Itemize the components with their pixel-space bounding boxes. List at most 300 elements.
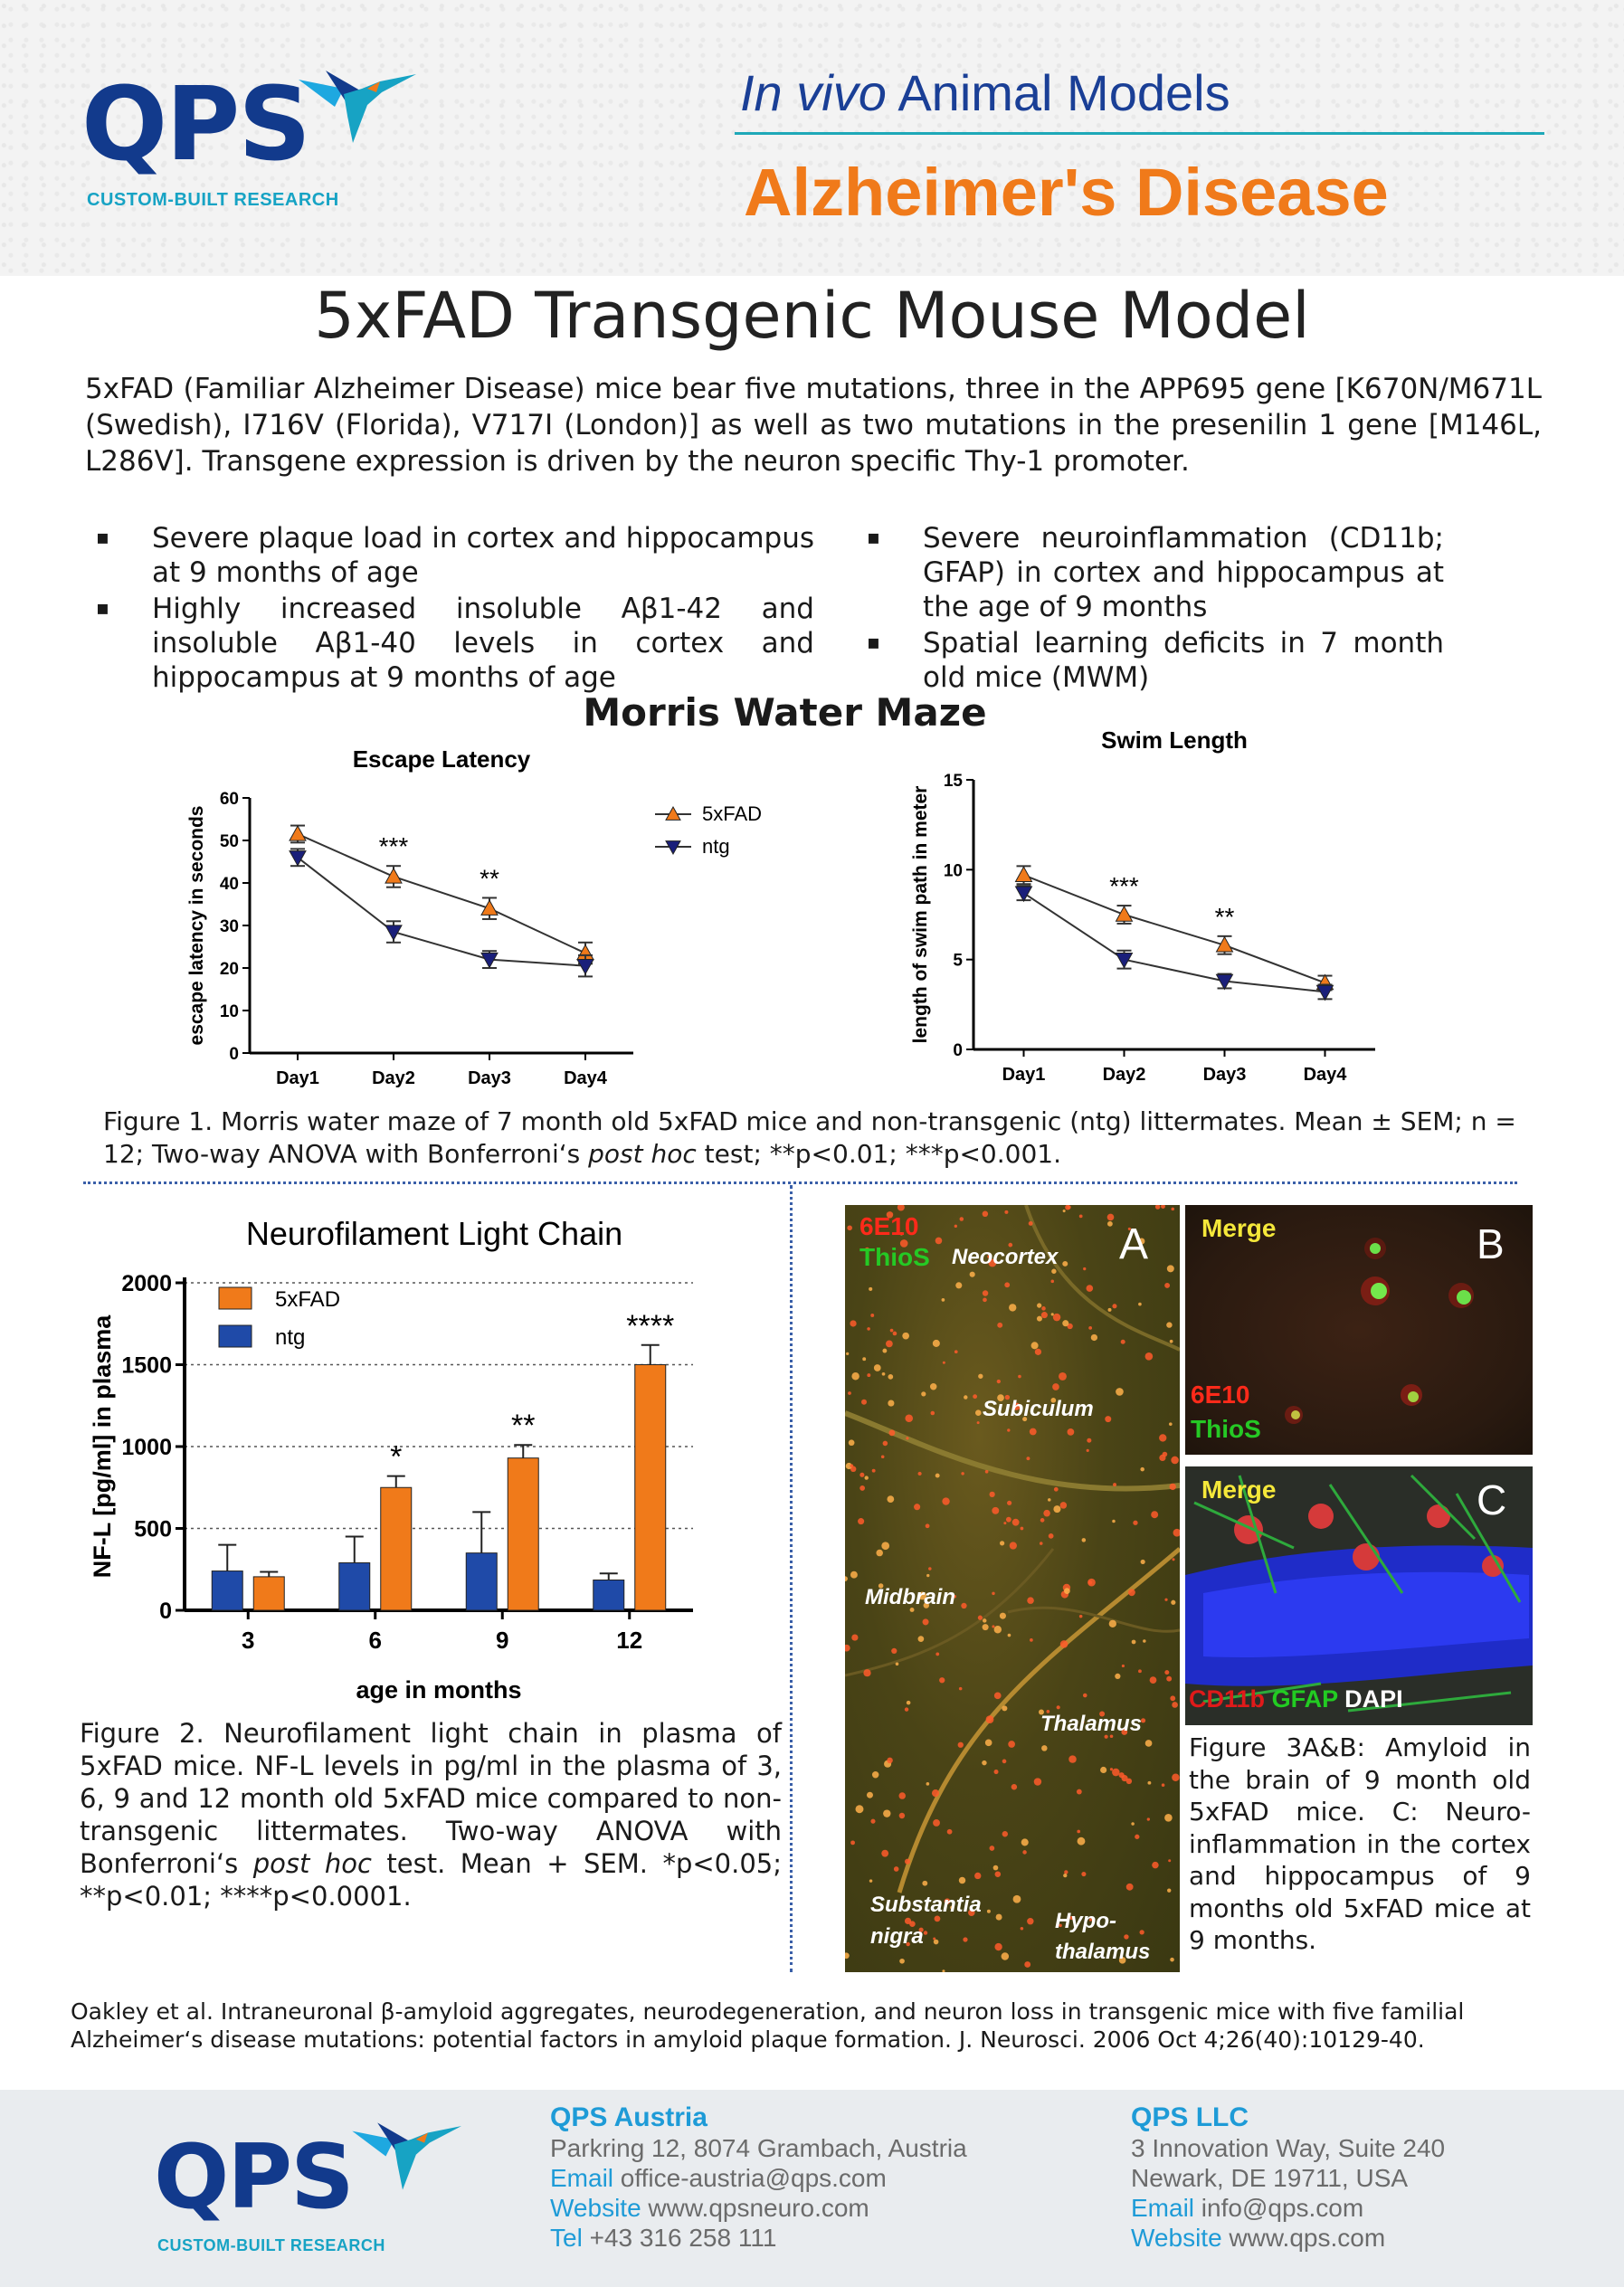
- neurofilament-chart: [78, 1203, 729, 1710]
- plaque-dot: [1164, 1814, 1173, 1822]
- plaque-dot: [931, 1411, 935, 1416]
- plaque-dot: [932, 1789, 939, 1797]
- plaque-dot: [899, 1959, 905, 1964]
- data-point-5xFAD: [385, 868, 402, 883]
- y-tick-label: 0: [229, 1045, 239, 1064]
- plaque-dot: [930, 1383, 936, 1390]
- figure2-caption: [80, 1717, 782, 1912]
- austria-tel-link[interactable]: +43 316 258 111: [589, 2224, 777, 2252]
- bar-ntg: [212, 1571, 242, 1610]
- plaque-dot: [1109, 1620, 1116, 1627]
- plaque-dot: [1082, 1538, 1087, 1542]
- plaque-dot: [867, 1327, 870, 1331]
- plaque-dot: [1112, 1769, 1120, 1777]
- plaque-dot: [933, 1819, 940, 1827]
- plaque-dot: [973, 1394, 977, 1399]
- plaque-dot: [1126, 1884, 1134, 1891]
- x-tick-label: Day2: [1102, 1065, 1146, 1085]
- plaque-dot: [1000, 1541, 1004, 1545]
- data-point-5xFAD: [481, 900, 498, 915]
- legend-swatch: [219, 1287, 252, 1309]
- y-tick-label: 10: [943, 861, 963, 881]
- plaque-dot: [881, 1455, 885, 1458]
- stain-label-dapi: DAPI: [1344, 1685, 1403, 1713]
- plaque-dot: [959, 1687, 963, 1691]
- plaque-dot: [1155, 1205, 1161, 1210]
- plaque-dot: [1167, 1888, 1171, 1892]
- plaque-dot: [1013, 1895, 1021, 1903]
- plaque-dot: [994, 1943, 1002, 1950]
- significance-label: ***: [1109, 872, 1139, 901]
- plaque-dot: [893, 1332, 897, 1336]
- plaque-dot: [1110, 1768, 1113, 1770]
- region-thalamus-2: thalamus: [1055, 1940, 1151, 1964]
- column-divider: [790, 1185, 793, 1972]
- significance-label: **: [1214, 902, 1235, 931]
- plaque-dot: [1164, 1670, 1169, 1675]
- panel-letter-a: A: [1119, 1220, 1149, 1268]
- data-point-ntg: [290, 851, 306, 866]
- plaque-dot: [883, 1809, 890, 1817]
- plaque-dot: [869, 1879, 872, 1882]
- header-divider: [735, 132, 1544, 135]
- footer-austria: [550, 2102, 1057, 2253]
- plaque-dot: [1121, 1775, 1127, 1781]
- stain-label-6e10: 6E10: [1191, 1381, 1250, 1409]
- plaque-dot: [1147, 1817, 1150, 1820]
- data-point-ntg: [1317, 985, 1334, 1000]
- plaque-dot: [1027, 1597, 1034, 1604]
- x-tick-label: 12: [616, 1627, 643, 1654]
- plaque-dot: [1062, 1320, 1068, 1326]
- plaque-dot: [1164, 1283, 1170, 1288]
- plaque-dot: [954, 1350, 958, 1353]
- bar-5xFAD: [635, 1365, 666, 1611]
- plaque-dot: [960, 1217, 964, 1221]
- plaque-dot: [1064, 1588, 1070, 1594]
- plaque-dot: [985, 1470, 989, 1474]
- plaque-dot: [865, 1476, 869, 1479]
- plaque-dot: [1068, 1755, 1076, 1762]
- y-axis-label: length of swim path in meter: [910, 785, 931, 1044]
- plaque-dot: [1008, 1741, 1015, 1748]
- plaque-dot: [1131, 1822, 1135, 1826]
- plaque-dot: [1024, 1961, 1030, 1968]
- website-label: Website: [1131, 2224, 1222, 2252]
- plaque-dot: [845, 1952, 850, 1959]
- plaque-dot: [1166, 1676, 1172, 1682]
- x-tick-label: Day1: [1002, 1065, 1046, 1085]
- plaque-dot: [1138, 1669, 1142, 1673]
- plaque-dot: [1171, 1208, 1174, 1211]
- series-line-5xFAD: [298, 834, 585, 954]
- plaque-dot: [1105, 1416, 1111, 1422]
- series-line-ntg: [1024, 893, 1325, 992]
- plaque-dot: [1083, 1694, 1087, 1698]
- llc-address-2: Newark, DE 19711, USA: [1131, 2164, 1409, 2192]
- plaque-dot: [1079, 1615, 1083, 1618]
- plaque-dot: [1051, 1313, 1054, 1315]
- austria-email-link[interactable]: office-austria@qps.com: [620, 2164, 887, 2192]
- stain-label-thios: ThioS: [859, 1243, 930, 1271]
- plaque-dot: [872, 1469, 876, 1473]
- llc-address-1: 3 Innovation Way, Suite 240: [1131, 2134, 1446, 2162]
- austria-website-row: [550, 2193, 1057, 2223]
- plaque-dot: [918, 1472, 922, 1476]
- plaque-dot: [924, 1931, 927, 1934]
- plaque-dot: [1002, 1831, 1008, 1836]
- plaque-dot: [961, 1603, 966, 1608]
- bar-ntg: [339, 1563, 370, 1610]
- y-tick-label: 1000: [121, 1435, 172, 1460]
- legend-label: ntg: [702, 835, 730, 858]
- plaque-dot: [1050, 1280, 1054, 1284]
- plaque-dot: [850, 1464, 853, 1467]
- panel-b-image: [1185, 1205, 1533, 1455]
- x-tick-label: 3: [242, 1627, 255, 1654]
- plaque-dot: [1030, 1638, 1033, 1642]
- bullets-left: [85, 521, 814, 697]
- plaque-dot: [992, 1625, 994, 1627]
- y-tick-label: 500: [134, 1516, 172, 1542]
- plaque-dot: [983, 1298, 987, 1303]
- plaque-dot: [902, 1333, 909, 1340]
- plaque-dot: [1145, 1352, 1154, 1361]
- figure1-caption: [103, 1106, 1533, 1171]
- plaque-dot: [1170, 1484, 1176, 1490]
- plaque-dot: [1128, 1589, 1135, 1596]
- plaque-dot: [872, 1771, 878, 1778]
- plaque-dot: [894, 1866, 899, 1872]
- plaque-dot: [1012, 1519, 1020, 1526]
- austria-heading: QPS Austria: [550, 2102, 708, 2132]
- plaque-dot: [1143, 1639, 1146, 1643]
- bullet-item: ▪ Severe plaque load in cortex and hippocampus at 9 months of age: [85, 521, 814, 590]
- plaque-dot: [867, 1792, 873, 1798]
- plaque-dot: [958, 1742, 964, 1748]
- plaque-dot: [1018, 1375, 1021, 1379]
- plaque-dot: [1122, 1665, 1125, 1667]
- plaque-dot: [1100, 1767, 1106, 1773]
- plaque-dot: [1087, 1449, 1089, 1452]
- plaque-dot: [874, 1364, 881, 1371]
- plaque-dot: [1132, 1640, 1136, 1645]
- plaque-dot: [1140, 1467, 1144, 1471]
- caption-text: test; **p<0.01; ***p<0.001.: [696, 1139, 1061, 1169]
- plaque-dot: [906, 1437, 908, 1439]
- page-title: 5xFAD Transgenic Mouse Model: [314, 279, 1310, 353]
- plaque-dot: [1083, 1267, 1086, 1270]
- plaque-dot: [1057, 1705, 1060, 1709]
- significance-label: *: [390, 1439, 403, 1475]
- panel-letter-c: C: [1477, 1476, 1507, 1523]
- hummingbird-icon: [344, 2113, 461, 2199]
- plaque-dot: [992, 1592, 994, 1595]
- plaque-dot: [850, 1571, 858, 1579]
- plaque-dot: [1063, 1210, 1066, 1212]
- plaque-dot: [1079, 1215, 1083, 1219]
- plaque-dot: [888, 1429, 895, 1436]
- plaque-dot: [939, 1677, 945, 1683]
- llc-website-row: [1131, 2223, 1565, 2253]
- panel-letter-b: B: [1477, 1220, 1505, 1267]
- plaque-dot: [1112, 1520, 1116, 1523]
- plaque-dot: [1052, 1383, 1059, 1390]
- plaque-dot: [1002, 1952, 1009, 1960]
- plaque-dot: [859, 1473, 864, 1477]
- plaque-dot: [845, 1645, 850, 1652]
- series-line-ntg: [298, 858, 585, 966]
- merge-label: Merge: [1201, 1476, 1277, 1504]
- plaque-dot: [1002, 1705, 1007, 1711]
- legend-label: 5xFAD: [275, 1287, 341, 1312]
- plaque-dot: [942, 1497, 949, 1504]
- legend-swatch: [219, 1325, 252, 1347]
- caption-text: test. Mean + SEM. *p<0.05; **p<0.01; ****p<0.0001.: [80, 1848, 782, 1912]
- caption-italic: post hoc: [252, 1848, 372, 1879]
- y-tick-label: 0: [953, 1041, 963, 1060]
- plaque-dot: [978, 1374, 983, 1379]
- x-tick-label: Day3: [468, 1068, 511, 1088]
- plaque-dot: [1021, 1838, 1029, 1846]
- plaque-dot: [1041, 1745, 1048, 1751]
- plaque-dot: [1171, 1457, 1179, 1465]
- intro-paragraph: 5xFAD (Familiar Alzheimer Disease) mice bear five mutations, three in the APP695 gene [K670N/M671L (Swedish), I716V (Florida), V717I (London)] as well as two mutations in the presenilin 1 gene [M146L, L286V]. Transgene expression is driven by the neuron specific Thy-1 promoter.: [85, 373, 1542, 478]
- plaque-dot: [867, 1373, 870, 1377]
- bar-5xFAD: [508, 1458, 538, 1610]
- plaque-dot: [899, 1813, 905, 1818]
- plaque-dot: [1002, 1760, 1007, 1764]
- x-tick-label: Day3: [1202, 1065, 1247, 1085]
- plaque-dot: [1173, 1529, 1180, 1537]
- plaque-dot: [1172, 1774, 1179, 1781]
- plaque-dot: [1053, 1505, 1060, 1513]
- plaque-dot: [1006, 1517, 1011, 1523]
- x-tick-label: 6: [368, 1627, 382, 1654]
- plaque-dot: [1115, 1674, 1120, 1679]
- plaque-dot: [1133, 1521, 1137, 1525]
- stain-label-gfap: GFAP: [1271, 1685, 1338, 1713]
- plaque-dot: [886, 1341, 893, 1348]
- plaque-dot: [849, 1439, 855, 1446]
- plaque-dot: [1086, 1285, 1093, 1292]
- y-tick-label: 30: [219, 917, 239, 936]
- plaque-dot: [1035, 1349, 1041, 1355]
- plaque-dot: [845, 1576, 848, 1581]
- plaque-dot: [974, 1873, 981, 1879]
- subtitle-rest: Animal Models: [886, 64, 1230, 121]
- y-tick-label: 0: [159, 1599, 172, 1624]
- plaque-dot: [881, 1850, 888, 1857]
- plaque-dot: [870, 1314, 874, 1317]
- austria-website-link[interactable]: www.qpsneuro.com: [648, 2194, 869, 2222]
- plaque-dot: [882, 1349, 887, 1353]
- plaque-dot: [1054, 1487, 1059, 1492]
- plaque-dot: [1049, 1533, 1054, 1539]
- plaque-dot: [1168, 1859, 1171, 1862]
- plaque-dot: [997, 1380, 1001, 1383]
- caption-text: Figure 1. Morris water maze of 7 month old 5xFAD mice and non-transgenic (ntg) littermates. Mean ± SEM; n = 12; Two-way ANOVA with Bonferroni‘s: [103, 1106, 1516, 1169]
- region-neocortex: Neocortex: [952, 1245, 1059, 1269]
- plaque-dot: [1041, 1306, 1046, 1311]
- plaque-dot: [955, 1282, 962, 1288]
- plaque-dot: [891, 1648, 897, 1654]
- plaque-dot: [975, 1409, 982, 1416]
- plaque-dot: [1037, 1303, 1041, 1307]
- plaque-dot: [1021, 1527, 1024, 1531]
- significance-label: ****: [626, 1308, 675, 1343]
- footer-logo[interactable]: [154, 2113, 461, 2258]
- plaque-dot: [990, 1846, 995, 1851]
- plaque-dot: [970, 1272, 975, 1277]
- plaque-dot: [1107, 1214, 1115, 1221]
- header-subtitle: [740, 63, 1230, 122]
- plaque-dot: [1161, 1205, 1165, 1209]
- plaque-dot: [876, 1550, 883, 1557]
- footer-llc: [1131, 2102, 1565, 2253]
- plaque-dot: [848, 1391, 851, 1395]
- plaque-dot: [905, 1414, 913, 1422]
- plaque-dot: [1164, 1599, 1167, 1601]
- bar-ntg: [466, 1553, 497, 1610]
- plaque-dot: [990, 1492, 995, 1497]
- plaque-dot: [1060, 1502, 1068, 1509]
- region-hypo: Hypo-: [1055, 1909, 1116, 1933]
- bullet-item: ▪ Highly increased insoluble Aβ1-42 and insoluble Aβ1-40 levels in cortex and hippocampus at 9 months of age: [85, 592, 814, 695]
- plaque-dot: [1171, 1600, 1175, 1605]
- plaque-dot: [1107, 1221, 1113, 1227]
- region-midbrain: Midbrain: [865, 1585, 955, 1609]
- plaque-dot: [1031, 1342, 1039, 1349]
- qps-logo[interactable]: [81, 56, 425, 219]
- plaque-dot: [983, 1618, 986, 1622]
- reference: Oakley et al. Intraneuronal β-amyloid aggregates, neurodegeneration, and neuron loss in transgenic mice with five familial Alzheimer‘s disease mutations: potential factors in amyloid plaque formation. J. Neurosci. 2006 Oct 4;26(40):10129-40.: [71, 1998, 1465, 2053]
- plaque-dot: [983, 1290, 988, 1295]
- plaque-dot: [1043, 1510, 1050, 1517]
- plaque-dot: [890, 1329, 894, 1333]
- plaque-dot: [1063, 1874, 1067, 1877]
- plaque-dot: [1064, 1870, 1068, 1874]
- plaque-dot: [1041, 1312, 1048, 1318]
- plaque-dot: [996, 1914, 1002, 1921]
- plaque-dot: [1022, 1850, 1027, 1855]
- plaque-dot: [1159, 1434, 1166, 1441]
- logo-tagline: CUSTOM-BUILT RESEARCH: [157, 2236, 385, 2254]
- data-point-5xFAD: [1116, 906, 1133, 921]
- bullet-item: ▪ Spatial learning deficits in 7 month old mice (MWM): [856, 626, 1444, 695]
- llc-website-link[interactable]: www.qps.com: [1229, 2224, 1386, 2252]
- plaque-dot: [1021, 1927, 1024, 1931]
- plaque-dot: [1034, 1778, 1041, 1785]
- plaque-dot: [847, 1225, 852, 1230]
- caption-italic: post hoc: [588, 1139, 697, 1169]
- chart-title: Escape Latency: [352, 745, 531, 773]
- llc-email-link[interactable]: info@qps.com: [1201, 2194, 1364, 2222]
- y-tick-label: 10: [219, 1002, 239, 1021]
- plaque-dot: [994, 1626, 1002, 1633]
- plaque-dot: [1150, 1676, 1157, 1684]
- plaque-dot: [1124, 1934, 1128, 1939]
- header-title: Alzheimer's Disease: [744, 155, 1389, 230]
- stain-label-6e10: 6E10: [859, 1212, 919, 1240]
- plaque-dot: [1167, 1265, 1174, 1272]
- panel-c-image: [1185, 1466, 1533, 1725]
- plaque-dot: [1007, 1501, 1011, 1505]
- plaque-dot: [898, 1792, 906, 1799]
- plaque-dot: [870, 1819, 875, 1824]
- data-point-ntg: [1016, 887, 1032, 901]
- plaque-dot: [1000, 1613, 1006, 1619]
- plaque-dot: [986, 1715, 994, 1723]
- plaque-dot: [897, 1205, 905, 1211]
- plaque-dot: [964, 1395, 967, 1399]
- plaque-dot: [1077, 1830, 1080, 1834]
- x-tick-label: Day4: [1303, 1065, 1347, 1085]
- plaque-dot: [942, 1298, 945, 1302]
- plaque-dot: [1027, 1918, 1033, 1924]
- plaque-dot: [978, 1616, 983, 1620]
- plaque-dot: [1062, 1261, 1068, 1267]
- plaque-dot: [896, 1662, 899, 1665]
- plaque-dot: [947, 1829, 953, 1835]
- plaque-dot: [1151, 1511, 1158, 1518]
- legend-label: 5xFAD: [702, 802, 763, 825]
- plaque-dot: [1065, 1205, 1070, 1210]
- plaque-dot: [1166, 1322, 1172, 1327]
- plaque-dot: [850, 1320, 856, 1326]
- swim-length-chart: [905, 724, 1411, 1086]
- plaque-dot: [1169, 1422, 1173, 1426]
- plaque-dot: [1009, 1304, 1016, 1311]
- plaque-dot: [1138, 1303, 1142, 1306]
- plaque-dot: [1007, 1428, 1010, 1431]
- data-point-5xFAD: [290, 826, 306, 840]
- plaque-dot: [881, 1542, 889, 1550]
- plaque-dot: [1008, 1634, 1011, 1637]
- plaque-dot: [861, 1400, 867, 1405]
- plaque-dot: [887, 1758, 893, 1764]
- plaque-dot: [851, 1372, 859, 1380]
- email-label: Email: [1131, 2194, 1195, 2222]
- stain-label-cd11b: CD11b: [1189, 1685, 1266, 1713]
- bar-5xFAD: [381, 1487, 412, 1610]
- plaque-dot: [1121, 1340, 1125, 1344]
- y-axis-label: NF-L [pg/ml] in plasma: [89, 1314, 116, 1579]
- plaque-dot: [914, 1504, 920, 1510]
- stain-label-thios: ThioS: [1191, 1415, 1261, 1443]
- y-tick-label: 20: [219, 960, 239, 979]
- x-tick-label: Day4: [564, 1068, 607, 1088]
- data-point-ntg: [577, 959, 594, 973]
- legend-label: ntg: [275, 1325, 306, 1350]
- plaque-dot: [1040, 1542, 1043, 1545]
- plaque-dot: [1170, 1340, 1173, 1343]
- bullets-right: [856, 521, 1444, 697]
- plaque-dot: [1113, 1483, 1116, 1486]
- plaque-dot: [888, 1374, 893, 1380]
- plaque-dot: [1077, 1789, 1082, 1795]
- plaque-dot: [977, 1421, 980, 1424]
- bullet-item: ▪ Severe neuroinflammation (CD11b; GFAP) in cortex and hippocampus at the age of 9 months: [856, 521, 1444, 624]
- subtitle-italic: In vivo: [740, 64, 887, 121]
- plaque-dot: [922, 1881, 927, 1886]
- austria-address: Parkring 12, 8074 Grambach, Austria: [550, 2134, 967, 2162]
- region-thalamus: Thalamus: [1040, 1712, 1143, 1736]
- plaque-dot: [918, 1636, 925, 1642]
- region-nigra: nigra: [870, 1924, 924, 1949]
- plaque-dot: [987, 1910, 991, 1913]
- plaque-dot: [850, 1840, 855, 1845]
